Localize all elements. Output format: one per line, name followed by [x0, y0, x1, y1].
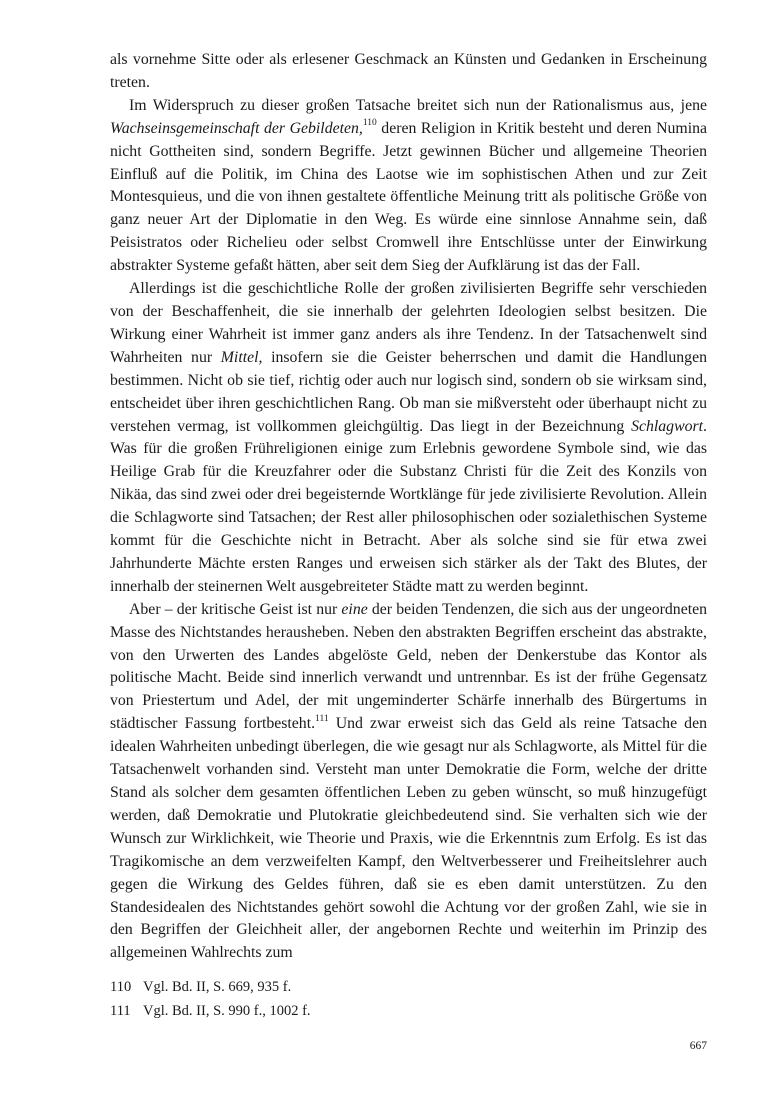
text-run: Allerdings ist die geschichtliche Rolle der großen zivilisierten Begriffe sehr verschieden von der Beschaffenheit, die sie innerhalb der gelehrten Ideologien selbst besitzen. Die Wirkung einer Wahrheit ist immer ganz anders als ihre Tendenz. In der Tatsachenwelt sind Wahrheiten nur [110, 280, 707, 366]
paragraph [110, 49, 707, 95]
text-run: Und zwar erweist sich das Geld als reine Tatsache den idealen Wahrheiten unbedingt überlegen, die wie gesagt nur als Schlagworte, als Mittel für die Tatsachenwelt vorhanden sind. Versteht man unter Demokratie die Form, welche der dritte Stand als solcher dem gesamten öffentlichen Leben zu geben wünscht, so muß hinzugefügt werden, daß Demokratie und Plutokratie gleichbedeutend sind. Sie verhalten sich wie der Wunsch zur Wirklichkeit, wie Theorie und Praxis, wie die Erkenntnis zum Erfolg. Es ist das Tragikomische an dem verzweifelten Kampf, den Weltverbesserer und Freiheitslehrer auch gegen die Wirkung des Geldes führen, daß sie es eben damit unterstützen. Zu den Standesidealen des Nichtstandes gehört sowohl die Achtung vor der großen Zahl, wie sie in den Begriffen der Gleichheit aller, der angebornen Rechte und weiterhin im Prinzip des allgemeinen Wahlrechts zum [110, 715, 707, 962]
paragraph [110, 599, 707, 966]
text-run: Im Widerspruch zu dieser großen Tatsache breitet sich nun der Rationalismus aus, jene [129, 96, 707, 114]
emphasis: eine [341, 600, 368, 618]
emphasis: Wachseinsgemeinschaft der Gebildeten, [110, 119, 363, 137]
footnote-110 [110, 975, 707, 999]
paragraph [110, 278, 707, 599]
page-number: 667 [689, 1040, 707, 1052]
text-run: als vornehme Sitte oder als erlesener Geschmack an Künsten und Gedanken in Erscheinung treten. [110, 51, 707, 91]
text-run: deren Religion in Kritik besteht und deren Numina nicht Gottheiten sind, sondern Begriffe. Jetzt gewinnen Bücher und allgemeine Theorien Einfluß auf die Politik, im China des Laotse wie im sophistischen Athen und zur Zeit Montesquieus, und die von ihnen gestaltete öffentliche Meinung tritt als politische Größe von ganz neuer Art der Diplomatie in den Weg. Es würde eine sinnlose Annahme sein, daß Peisistratos oder Richelieu oder selbst Cromwell ihre Entschlüsse unter der Einwirkung abstrakter Systeme gefaßt hätten, aber seit dem Sieg der Aufklärung ist das der Fall. [110, 119, 707, 275]
footnote-number: 110 [110, 979, 132, 995]
paragraph [110, 95, 707, 278]
text-run: . Was für die großen Frühreligionen einige zum Erlebnis gewordene Symbole sind, wie das Heilige Grab für die Kreuzfahrer oder die Substanz Christi für die Zeit des Konzils von Nikäa, das sind zwei oder drei begeisternde Wortklänge für jede zivilisierte Revolution. Allein die Schlagworte sind Tatsachen; der Rest aller philosophischen oder sozialethischen Systeme kommt für die Geschichte nicht in Betracht. Aber als solche sind sie für etwa zwei Jahrhunderte Mächte ersten Ranges und erweisen sich stärker als der Takt des Blutes, der innerhalb der steinernen Welt ausgebreiteter Städte matt zu werden beginnt. [110, 417, 707, 595]
footnotes [110, 975, 707, 1023]
footnote-111 [110, 999, 707, 1023]
footnote-ref: 111 [315, 714, 329, 725]
body-text [110, 49, 707, 965]
footnote-text: Vgl. Bd. II, S. 990 f., 1002 f. [143, 1003, 311, 1019]
footnote-number: 111 [110, 1003, 131, 1019]
emphasis: Schlagwort [631, 417, 704, 435]
footnote-text: Vgl. Bd. II, S. 669, 935 f. [143, 979, 292, 995]
text-run: der beiden Tendenzen, die sich aus der ungeordneten Masse des Nichtstandes herausheben. Neben den abstrakten Begriffen erscheint das abstrakte, von den Urwerten des Landes abgelöste Geld, neben der Denkerstube das Kontor als politische Macht. Beide sind innerlich verwandt und untrennbar. Es ist der frühe Gegensatz von Priestertum und Adel, der mit ungeminderter Schärfe innerhalb des Bürgertums in städtischer Fassung fortbesteht. [110, 600, 708, 733]
footnote-ref: 110 [362, 118, 377, 129]
emphasis: Mittel, [220, 348, 263, 366]
text-run: Aber – der kritische Geist ist nur [129, 600, 342, 618]
text-run: insofern sie die Geister beherrschen und damit die Handlungen bestimmen. Nicht ob sie tief, richtig oder auch nur logisch sind, sondern ob sie wirksam sind, entscheidet über ihren geschichtlichen Rang. Ob man sie mißversteht oder überhaupt nicht zu verstehen vermag, ist vollkommen gleichgültig. Das liegt in der Bezeichnung [110, 348, 707, 435]
